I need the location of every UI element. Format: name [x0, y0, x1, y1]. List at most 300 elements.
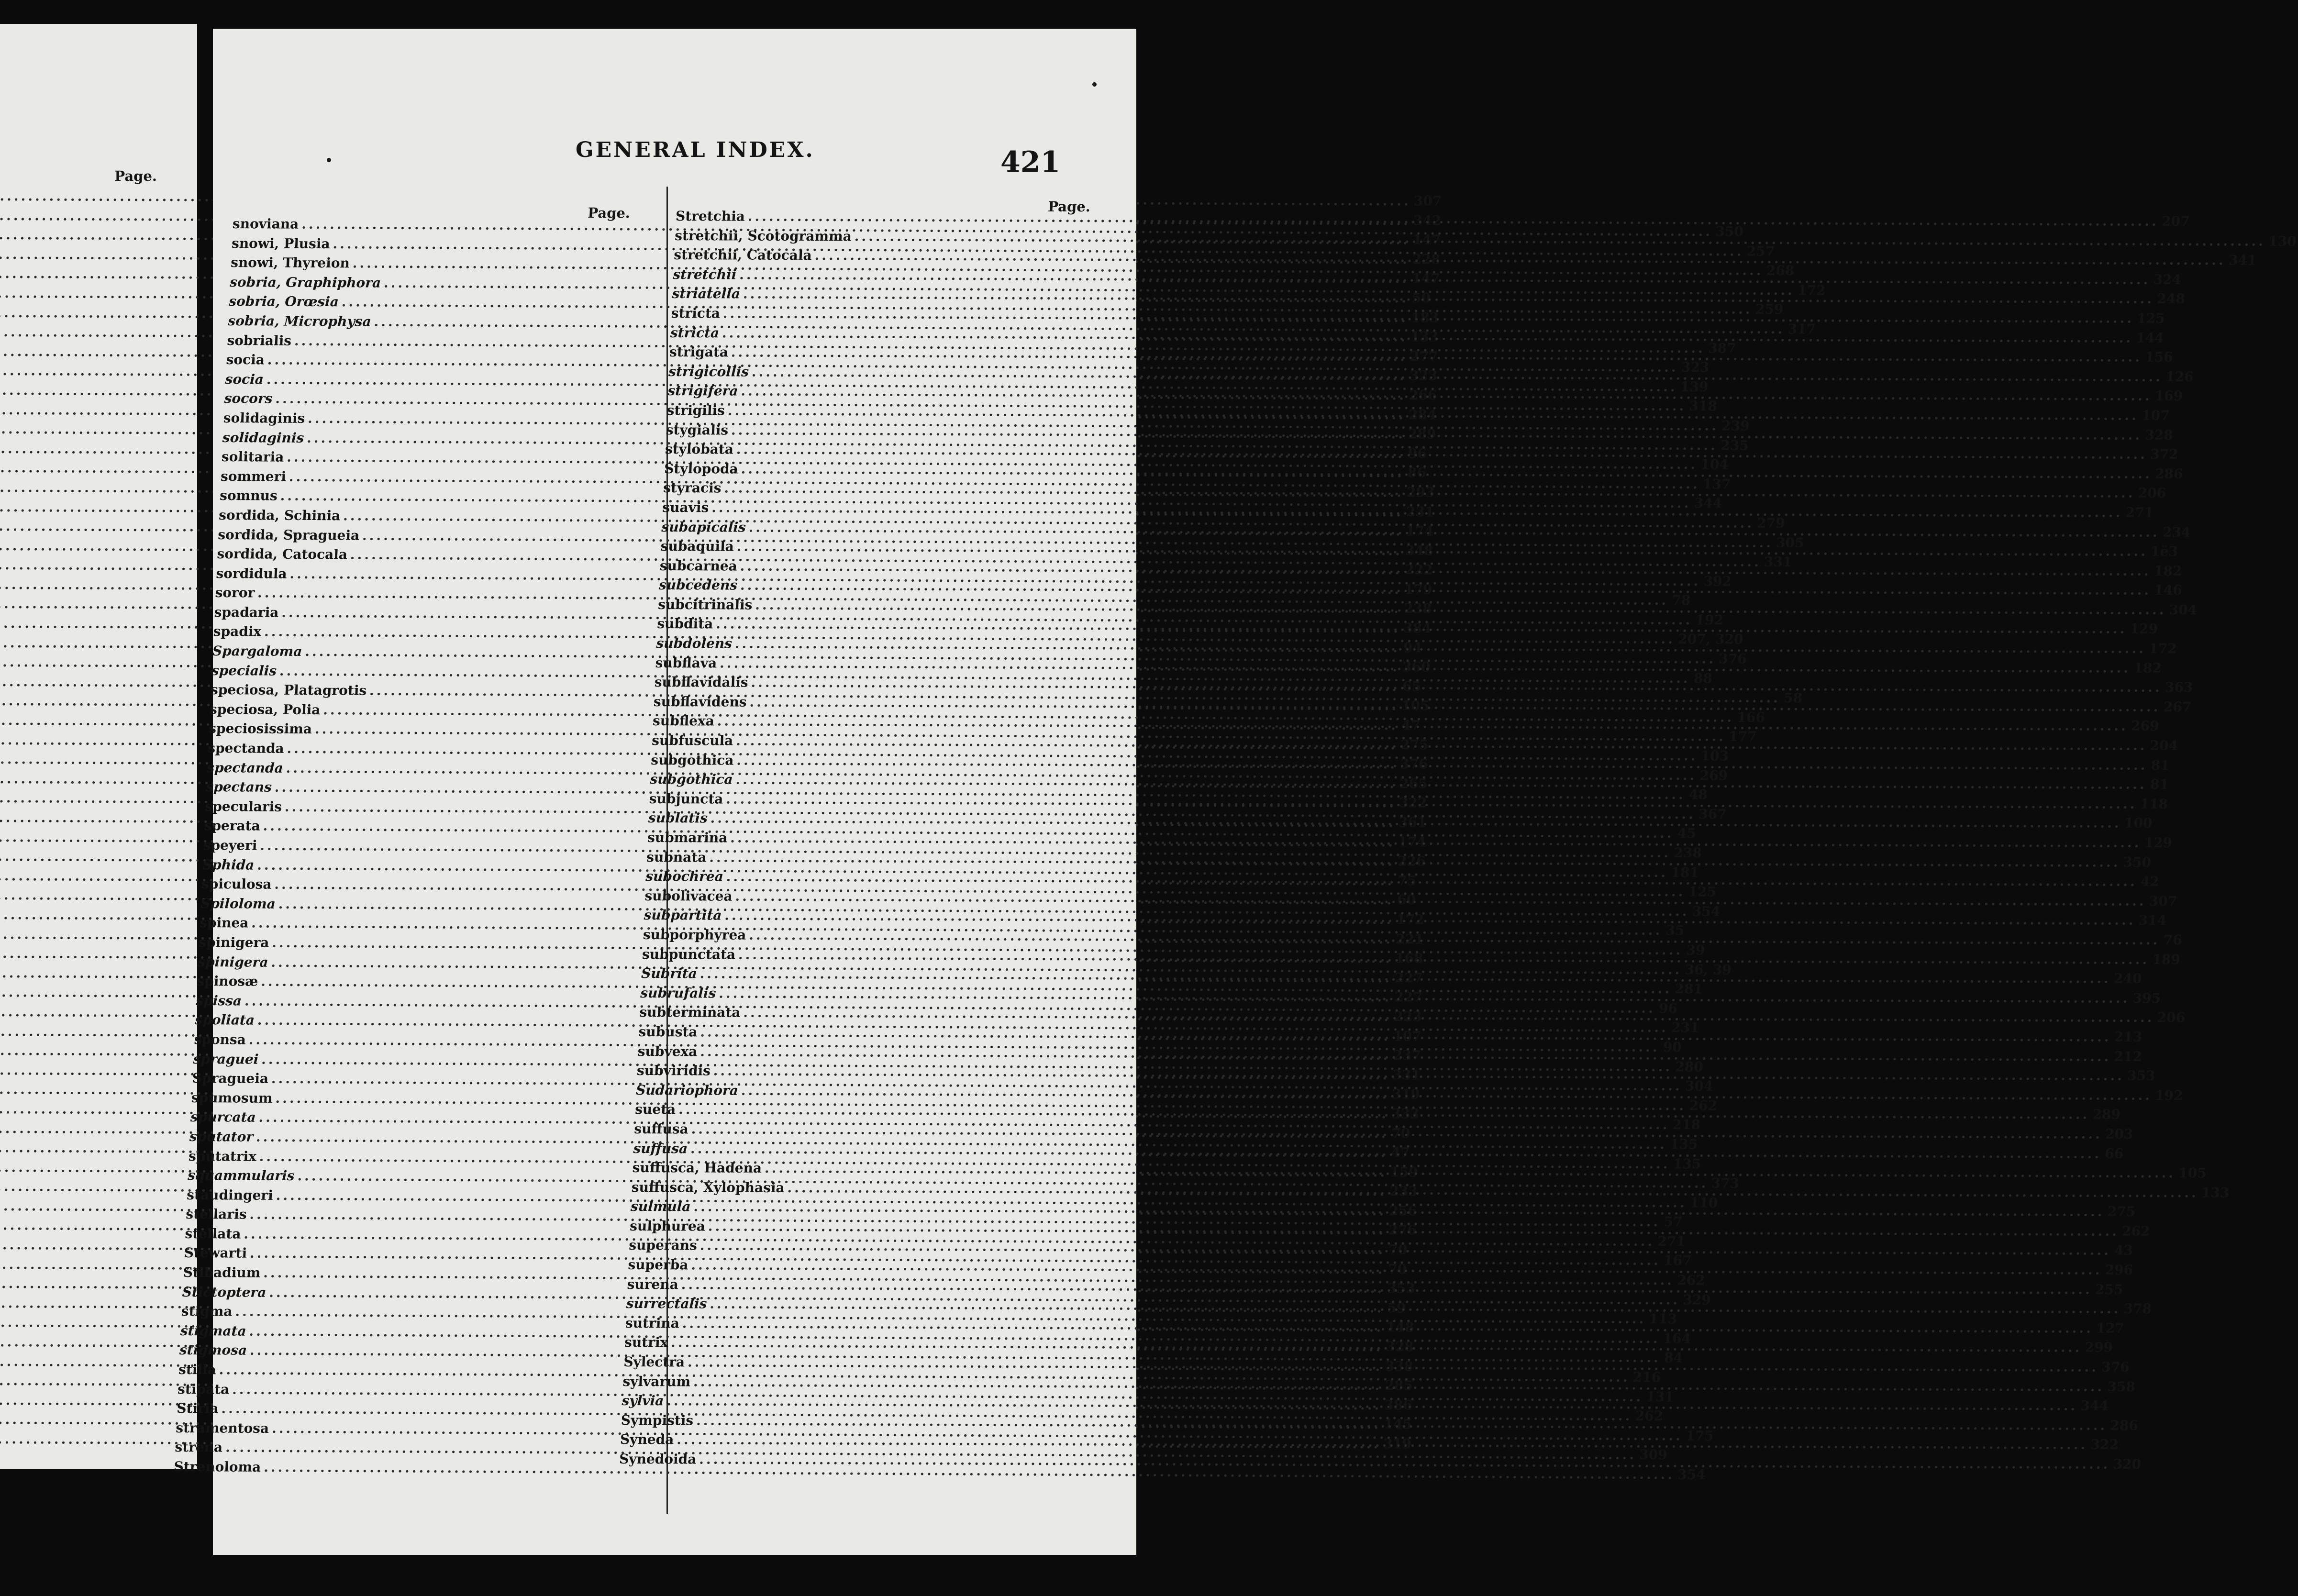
entry-page-number: 118: [2139, 796, 2168, 812]
entry-page-number: 35: [1665, 922, 1685, 939]
entry-page-number: 367: [1698, 806, 1727, 822]
entry-term: Spiloloma: [200, 895, 276, 912]
entry-page-number: 1ë3: [2150, 543, 2178, 560]
entry-term: subrufalis: [640, 985, 717, 1001]
entry-page-number: 216: [1632, 1369, 1662, 1385]
entry-term: Stictoptera: [182, 1284, 267, 1300]
entry-page-number: 387: [1708, 340, 1737, 356]
entry-term: subjuncta: [649, 790, 724, 807]
entry-page-number: 314: [2138, 912, 2167, 929]
entry-term: sylvarum: [622, 1373, 691, 1390]
entry-page-number: 90: [1663, 1039, 1682, 1055]
entry-page-number: 238: [1403, 600, 1432, 617]
entry-page-number: 183: [1410, 309, 1439, 326]
entry-term: stramentosa: [175, 1419, 270, 1436]
entry-page-number: 289: [2092, 1106, 2121, 1123]
entry-page-number: 392: [1703, 573, 1732, 589]
entry-term: strena: [174, 1439, 223, 1455]
entry-page-number: 57: [1663, 1214, 1683, 1230]
entry-term: sobria, Microphysa: [227, 312, 372, 330]
entry-page-number: 318: [1688, 398, 1718, 414]
entry-page-number: 129: [2129, 621, 2158, 637]
entry-term: stretchii: [672, 266, 737, 283]
entry-page-number: 331: [1764, 554, 1793, 570]
entry-term: spadix: [213, 623, 262, 640]
entry-page-number: 36, 39: [1684, 961, 1732, 978]
entry-term: Sudariophora: [635, 1082, 739, 1098]
entry-page-number: 104: [1700, 456, 1729, 473]
entry-page-number: 235: [1720, 437, 1749, 454]
entry-term: subgothica: [650, 752, 734, 768]
entry-page-number: 96: [1658, 1000, 1678, 1016]
entry-page-number: 267: [2163, 698, 2192, 715]
entry-term: Strenoloma: [173, 1458, 262, 1475]
entry-term: subusta: [638, 1023, 698, 1040]
entry-page-number: 169: [2154, 388, 2183, 404]
entry-page-number: 39: [1686, 942, 1706, 958]
entry-term: stricta: [671, 305, 721, 321]
entry-term: snoviana: [232, 215, 300, 232]
entry-term: solitaria: [221, 449, 285, 465]
entry-page-number: 350: [1715, 223, 1744, 240]
entry-page-number: 47: [1401, 717, 1421, 733]
entry-term: Syneda: [620, 1431, 675, 1448]
entry-page-number: 172: [2148, 640, 2177, 657]
entry-term: Stylopoda: [664, 460, 739, 477]
entry-page-number: 275: [1400, 736, 1429, 753]
entry-term: subcedens: [658, 577, 738, 593]
entry-page-number: 96: [1408, 445, 1427, 462]
entry-page-number: 189: [2152, 951, 2181, 967]
entry-term: sordida, Catocala: [216, 546, 348, 563]
entry-page-number: 107: [1393, 1028, 1422, 1044]
entry-term: spurcata: [190, 1109, 256, 1126]
entry-term: sordida, Spragueia: [217, 526, 360, 543]
entry-term: Sphida: [202, 856, 255, 873]
entry-page-number: 228: [1412, 251, 1441, 267]
entry-page-number: 110: [1689, 1195, 1719, 1211]
entry-term: stylobata: [665, 441, 734, 457]
entry-page-number: 350: [2122, 854, 2152, 870]
entry-term: Stewarti: [183, 1245, 247, 1262]
entry-page-number: 206: [2138, 485, 2166, 501]
entry-page-number: 373: [1710, 1175, 1740, 1192]
entry-term: sobrialis: [226, 332, 292, 349]
entry-page-number: 181: [1670, 864, 1699, 880]
entry-page-number: 65: [1402, 678, 1421, 695]
entry-page-number: 174: [1398, 833, 1427, 850]
entry-term: spinigera: [198, 934, 270, 951]
entry-page-number: 239: [1721, 418, 1750, 434]
entry-page-number: 307: [2149, 893, 2178, 909]
entry-term: spinosæ: [196, 973, 259, 989]
entry-term: stipata: [177, 1381, 230, 1397]
entry-page-number: 222: [1404, 562, 1433, 578]
entry-term: subdita: [656, 616, 714, 632]
entry-page-number: 281: [1674, 981, 1703, 997]
entry-page-number: 237: [1392, 1047, 1421, 1064]
entry-page-number: 319: [1383, 1436, 1412, 1452]
entry-page-number: 107: [2141, 407, 2170, 423]
entry-page-number: 324: [2153, 271, 2182, 288]
entry-page-number: 212: [2113, 1048, 2143, 1064]
entry-page-number: 58: [1783, 690, 1803, 706]
entry-term: stellata: [184, 1225, 242, 1242]
entry-page-number: 70: [1388, 1241, 1408, 1258]
entry-page-number: 231: [1671, 1020, 1700, 1036]
entry-page-number: 70: [1388, 1261, 1407, 1277]
entry-term: subgothica: [649, 771, 733, 787]
entry-page-number: 103: [1700, 748, 1729, 764]
entry-page-number: 276: [1388, 1222, 1417, 1238]
entry-page-number: 59: [1387, 1300, 1406, 1316]
entry-page-number: 135: [1669, 1136, 1699, 1153]
entry-page-number: 319: [1391, 1086, 1421, 1102]
entry-page-number: 206: [2156, 1009, 2186, 1026]
entry-term: subviridis: [636, 1063, 711, 1079]
entry-page-number: 240: [2113, 970, 2143, 987]
entry-term: subnata: [646, 849, 707, 865]
prev-page-column-head: Page.: [114, 168, 157, 184]
entry-term: snowi, Plusia: [231, 235, 331, 252]
entry-term: speyeri: [203, 837, 258, 853]
entry-page-number: 360: [1402, 659, 1431, 675]
entry-term: spoliata: [194, 1012, 255, 1028]
entry-page-number: 192: [1695, 612, 1724, 628]
entry-page-number: 376: [2101, 1359, 2130, 1375]
entry-page-number: 384: [1403, 620, 1432, 636]
entry-page-number: 218: [1672, 1117, 1701, 1133]
entry-page-number: 344: [1693, 495, 1722, 511]
entry-page-number: 277: [1410, 348, 1438, 365]
entry-term: subolivacea: [644, 887, 733, 904]
entry-page-number: 221: [1395, 931, 1424, 947]
entry-page-number: 172: [1396, 911, 1425, 928]
entry-page-number: 45: [1677, 825, 1697, 842]
entry-term: stigmosa: [179, 1342, 247, 1359]
entry-term: subfuscula: [651, 732, 734, 749]
entry-page-number: 233: [1389, 1183, 1418, 1199]
entry-page-number: 166: [1736, 709, 1765, 725]
entry-term: suffusa: [633, 1120, 689, 1137]
entry-page-number: 139: [1680, 378, 1709, 395]
entry-term: subflavidalis: [654, 674, 749, 690]
entry-term: spectanda: [207, 740, 285, 756]
entry-term: sutrix: [624, 1334, 669, 1351]
entry-page-number: 304: [1685, 1078, 1714, 1094]
entry-term: sponsa: [193, 1031, 246, 1048]
entry-term: spraguei: [193, 1051, 259, 1067]
entry-term: specialis: [211, 662, 277, 679]
entry-term: suffusca, Xylophasia: [631, 1179, 785, 1196]
entry-page-number: 386: [1384, 1397, 1413, 1413]
entry-page-number: 147: [1412, 232, 1441, 248]
entry-term: solidaginis: [223, 410, 306, 426]
entry-term: sulmula: [630, 1198, 691, 1215]
entry-page-number: 341: [2228, 252, 2257, 268]
entry-page-number: 129: [2143, 834, 2173, 851]
entry-term: Spargaloma: [212, 643, 303, 660]
entry-term: Stiria: [176, 1400, 219, 1417]
entry-term: subaquila: [660, 538, 734, 554]
entry-term: socia: [224, 371, 264, 388]
entry-term: sylvia: [621, 1393, 665, 1409]
entry-term: subdolens: [655, 635, 733, 652]
entry-term: subflavidens: [653, 693, 747, 710]
entry-page-number: 133: [2201, 1185, 2230, 1201]
entry-page-number: 179: [1404, 581, 1432, 598]
entry-page-number: 43: [2114, 1242, 2133, 1259]
entry-page-number: 255: [2095, 1281, 2124, 1297]
entry-term: sublatis: [648, 810, 708, 826]
entry-term: soror: [214, 585, 255, 601]
entry-page-number: 131: [1645, 1388, 1675, 1405]
page-title: GENERAL INDEX.: [576, 138, 815, 162]
entry-term: Spragueia: [192, 1070, 269, 1086]
entry-term: speciosa, Platagrotis: [210, 682, 367, 698]
entry-term: sperata: [203, 818, 261, 834]
entry-term: Stibadium: [182, 1264, 261, 1281]
entry-page-number: 182: [2133, 660, 2162, 676]
entry-page-number: 125: [1687, 884, 1717, 900]
entry-term: stygialis: [666, 421, 729, 438]
entry-term: spectans: [205, 779, 272, 795]
entry-page-number: 279: [1756, 515, 1786, 532]
entry-term: Subrita: [641, 965, 698, 982]
entry-term: subflexa: [652, 713, 715, 729]
entry-term: squammularis: [187, 1167, 295, 1184]
entry-page-number: 94: [1403, 639, 1422, 656]
entry-term: sordidula: [215, 565, 288, 582]
entry-page-number: 125: [2136, 310, 2165, 326]
entry-term: suavis: [662, 499, 710, 516]
entry-page-number: 322: [1399, 795, 1427, 811]
entry-page-number: 227: [1394, 970, 1423, 986]
entry-page-number: 329: [1682, 1292, 1711, 1308]
left-column-head: Page.: [587, 204, 631, 222]
entry-page-number: 265: [1399, 776, 1428, 792]
entry-page-number: 280: [1675, 1058, 1704, 1075]
entry-page-number: 363: [2165, 679, 2194, 696]
entry-page-number: 100: [2124, 815, 2153, 831]
entry-page-number: 75: [1397, 873, 1417, 889]
entry-term: Sympistis: [621, 1412, 694, 1429]
entry-page-number: 164: [1662, 1330, 1691, 1347]
page-number: 421: [1000, 145, 1061, 179]
entry-term: stellaris: [185, 1206, 247, 1222]
entry-page-number: 305: [1776, 534, 1805, 551]
entry-term: speciosissima: [208, 720, 312, 737]
entry-page-number: 147: [1411, 270, 1440, 287]
entry-page-number: 70: [1391, 1125, 1410, 1141]
entry-term: surrectalis: [626, 1296, 708, 1312]
entry-page-number: 358: [2107, 1378, 2136, 1395]
entry-page-number: 234: [2162, 524, 2191, 540]
entry-page-number: 207, 320: [1677, 631, 1744, 648]
entry-page-number: 333: [1391, 1106, 1420, 1122]
entry-page-number: 227: [1394, 989, 1423, 1005]
entry-page-number: 307: [1413, 193, 1442, 209]
entry-term: subporphyrea: [643, 926, 747, 943]
entry-term: styracis: [663, 480, 722, 496]
entry-term: suffusca, Hadena: [632, 1160, 762, 1176]
entry-term: sobria, Graphiphora: [229, 274, 381, 291]
entry-term: sputatrix: [188, 1148, 257, 1164]
entry-page-number: 213: [2114, 1029, 2143, 1045]
entry-term: socia: [225, 352, 265, 368]
entry-term: subapicalis: [661, 519, 746, 535]
entry-term: subvexa: [637, 1043, 698, 1059]
entry-page-number: 262: [1688, 1097, 1718, 1114]
entry-term: superans: [628, 1237, 698, 1253]
entry-page-number: 48: [1688, 787, 1708, 803]
entry-page-number: 293: [1406, 484, 1435, 500]
entry-term: surena: [626, 1276, 679, 1293]
entry-term: sutrina: [625, 1315, 680, 1331]
entry-term: socors: [224, 390, 273, 407]
entry-page-number: 361: [1398, 814, 1427, 831]
entry-term: sobria, Orœsia: [228, 293, 339, 310]
entry-page-number: 338: [1385, 1358, 1414, 1374]
entry-page-number: 342: [1413, 212, 1442, 229]
entry-page-number: 275: [2107, 1204, 2136, 1220]
entry-page-number: 271: [1657, 1233, 1686, 1250]
entry-page-number: 354: [1677, 1466, 1706, 1483]
entry-page-number: 133: [1410, 329, 1439, 345]
entry-page-number: 204: [2149, 737, 2178, 754]
entry-page-number: 88: [1693, 670, 1713, 687]
entry-term: subochrea: [645, 868, 724, 885]
entry-page-number: 328: [1385, 1339, 1414, 1355]
entry-term: submarina: [647, 829, 728, 846]
print-speck: [327, 158, 331, 162]
entry-page-number: 78: [1671, 592, 1691, 609]
entry-term: subcitrinalis: [657, 596, 753, 613]
entry-term: spinigera: [197, 953, 269, 970]
entry-term: suffusa: [633, 1140, 688, 1156]
entry-term: strigata: [669, 344, 729, 360]
entry-term: spissa: [195, 992, 242, 1009]
entry-page-number: 50: [1411, 290, 1431, 306]
entry-page-number: 60: [1397, 892, 1416, 908]
entry-page-number: 144: [2135, 330, 2165, 346]
entry-page-number: 174: [1405, 523, 1434, 539]
entry-page-number: 271: [2125, 504, 2154, 521]
entry-page-number: 395: [2132, 990, 2161, 1006]
entry-page-number: 226: [1397, 853, 1426, 869]
entry-page-number: 126: [2165, 368, 2194, 385]
entry-page-number: 344: [2080, 1397, 2109, 1414]
entry-page-number: 167: [1663, 1252, 1692, 1269]
entry-page-number: 328: [2144, 427, 2174, 443]
entry-term: subcarnea: [659, 557, 738, 574]
entry-page-number: 286: [2154, 466, 2184, 482]
entry-term: speciosa, Polia: [209, 701, 321, 718]
entry-page-number: 266: [1409, 387, 1437, 403]
entry-page-number: 289: [1408, 426, 1436, 442]
entry-page-number: 376: [1718, 651, 1747, 667]
entry-page-number: 86: [1407, 465, 1427, 481]
entry-term: subterminata: [639, 1004, 741, 1021]
entry-term: staudingeri: [186, 1186, 274, 1203]
entry-term: sordida, Schinia: [218, 507, 341, 524]
entry-term: spadaria: [214, 604, 279, 621]
entry-page-number: 309: [1639, 1447, 1668, 1463]
entry-term: snowi, Thyreion: [230, 255, 350, 271]
entry-page-number: 81: [2151, 757, 2170, 773]
entry-term: stigma: [181, 1303, 233, 1319]
entry-page-number: 376: [1399, 756, 1428, 772]
entry-term: solidaginis: [222, 429, 305, 446]
entry-page-number: 192: [2154, 1087, 2184, 1103]
entry-term: sputator: [189, 1128, 254, 1145]
entry-page-number: 331: [1392, 1067, 1421, 1083]
entry-page-number: 323: [1409, 367, 1438, 384]
entry-page-number: 256: [1388, 1203, 1418, 1219]
entry-page-number: 156: [2144, 349, 2174, 366]
entry-page-number: 320: [2112, 1456, 2142, 1473]
entry-page-number: 284: [1408, 406, 1437, 423]
entry-page-number: 348: [1405, 543, 1433, 559]
entry-page-number: 127: [2096, 1320, 2125, 1336]
entry-page-number: 296: [2104, 1262, 2133, 1278]
entry-page-number: 223: [1393, 1009, 1422, 1025]
entry-page-number: 146: [2154, 582, 2183, 598]
entry-page-number: 135: [1673, 1155, 1702, 1172]
entry-term: sueta: [634, 1101, 677, 1118]
entry-page-number: 66: [2104, 1145, 2124, 1162]
entry-page-number: 203: [2105, 1126, 2134, 1142]
entry-term: somnus: [219, 488, 278, 504]
entry-page-number: 47: [1390, 1144, 1410, 1161]
entry-page-number: 269: [1699, 767, 1728, 784]
entry-term: spinea: [199, 915, 249, 931]
entry-term: Stretchia: [675, 208, 745, 224]
entry-term: Synedoida: [619, 1451, 697, 1467]
entry-term: spiculosa: [201, 876, 272, 892]
entry-page-number: 268: [1766, 262, 1795, 279]
entry-page-number: 269: [2131, 718, 2160, 734]
entry-page-number: 353: [1387, 1280, 1416, 1297]
entry-page-number: 168: [1395, 950, 1424, 966]
entry-page-number: 159: [1389, 1164, 1419, 1180]
entry-page-number: 175: [1685, 1428, 1714, 1444]
right-column-head: Page.: [1047, 198, 1091, 215]
entry-term: stretchii, Catocala: [673, 247, 812, 264]
entry-term: stigmata: [180, 1322, 247, 1339]
entry-page-number: 262: [1634, 1408, 1664, 1424]
entry-page-number: 323: [1681, 359, 1710, 376]
entry-page-number: 130: [2268, 233, 2297, 249]
entry-page-number: 145: [1383, 1416, 1412, 1432]
entry-page-number: 248: [2156, 291, 2186, 307]
entry-page-number: 172: [1797, 282, 1826, 299]
entry-term: sulphurea: [629, 1218, 706, 1234]
entry-term: Sylectra: [623, 1354, 685, 1370]
entry-page-number: 177: [1728, 729, 1757, 745]
entry-term: striatella: [671, 286, 741, 302]
entry-page-number: 353: [2127, 1067, 2156, 1084]
entry-page-number: 372: [2150, 446, 2179, 463]
entry-page-number: 231: [1406, 503, 1434, 520]
entry-page-number: 378: [2123, 1301, 2152, 1317]
entry-term: sommeri: [220, 468, 287, 485]
entry-term: specularis: [204, 798, 282, 815]
entry-term: strigifera: [667, 383, 739, 399]
entry-page-number: 182: [2154, 563, 2183, 579]
entry-page-number: 105: [2178, 1165, 2207, 1181]
entry-page-number: 317: [1787, 321, 1816, 337]
